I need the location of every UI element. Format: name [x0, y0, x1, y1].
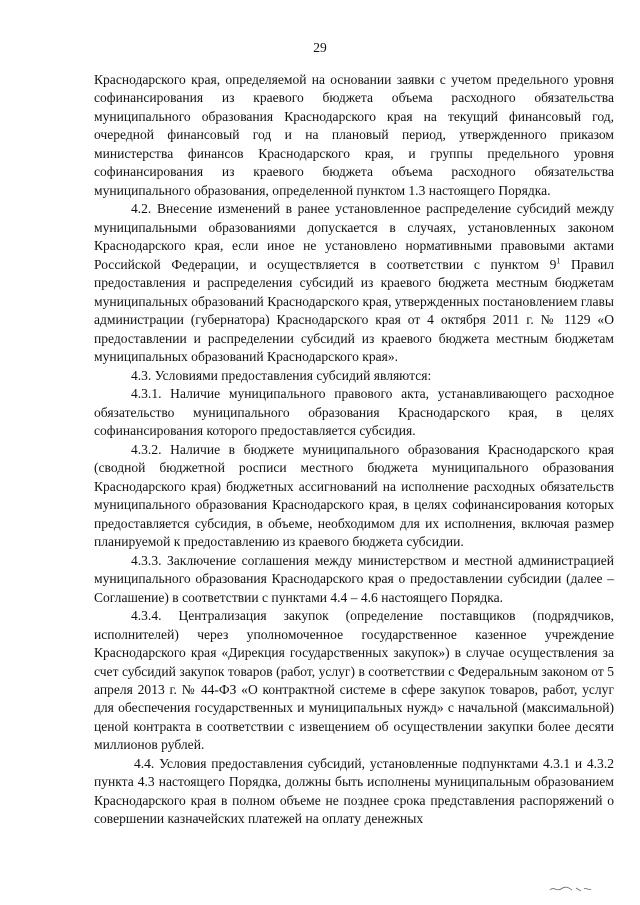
- paragraph-4-3-4: 4.3.4. Централизация закупок (определение поставщиков (подрядчиков, исполнителей) через уполномоченное государственное казенное учреждение Краснодарского края «Дирекция государственных закупок») в случае осуществления за счет субсидий закупок товаров (работ, услуг) в соответствии с Федеральным законом от 5 апреля 2013 г. № 44-ФЗ «О контрактной системе в сфере закупок товаров, работ, услуг для обеспечения государственных и муниципальных нужд» с начальной (максимальной) ценой контракта в соответствии с извещением об осуществлении закупки более десяти миллионов рублей.: [94, 608, 614, 753]
- paragraph-4-2-text-b: Правил предоставления и распределения субсидий из краевого бюджета местным бюджетам муниципальных образований Краснодарского края, утвержденных постановлением главы администрации (губернатора) Краснодарского края от 4 октября 2011 г. № 1129 «О предоставлении и распределении субсидий из краевого бюджета местным бюджетам муниципальных образований Краснодарского края».: [94, 256, 614, 365]
- paragraph-4-3-2: 4.3.2. Наличие в бюджете муниципального образования Краснодарского края (сводной бюджетной росписи местного бюджета муниципального образования Краснодарского края) бюджетных ассигнований на исполнение расходных обязательств муниципального образования Краснодарского края, в целях софинансирования которых предоставляется субсидия, в объеме, необходимом для их исполнения, включая размер планируемой к предоставлению из краевого бюджета субсидии.: [94, 441, 614, 550]
- superscript-mark: 1: [556, 256, 561, 266]
- paragraph-4-3-3: 4.3.3. Заключение соглашения между министерством и местной администрацией муниципального образования Краснодарского края о предоставлении субсидии (далее – Соглашение) в соответствии с пунктами 4.4 – 4.6 настоящего Порядка.: [94, 552, 614, 605]
- document-body: [94, 71, 614, 829]
- scan-mark-icon: [548, 884, 592, 894]
- paragraph-4-2: [94, 200, 614, 366]
- paragraph-4-2-text-a: 4.2. Внесение изменений в ранее установленное распределение субсидий между муниципальными образованиями допускается в случаях, установленных законом Краснодарского края, если иное не установлено нормативными правовыми актами Российской Федерации, и осуществляется в соответствии с пунктом 9: [94, 201, 614, 272]
- page-number: 29: [313, 40, 327, 55]
- paragraph-4-4: 4.4. Условия предоставления субсидий, установленные подпунктами 4.3.1 и 4.3.2 пункта 4.3 настоящего Порядка, должны быть исполнены муниципальным образованием Краснодарского края в полном объеме не позднее срока представления распоряжений о совершении казначейских платежей на оплату денежных: [94, 755, 614, 827]
- paragraph-4-3: 4.3. Условиями предоставления субсидий являются:: [131, 367, 432, 383]
- paragraph-continuation: Краснодарского края, определяемой на основании заявки с учетом предельного уровня софинансирования из краевого бюджета объема расходного обязательства муниципального образования Краснодарского края на текущий финансовый год, очередной финансовый год и на плановый период, утвержденного приказом министерства финансов Краснодарского края, и группы предельного уровня софинансирования из краевого бюджета объема расходного обязательства муниципального образования, определенной пунктом 1.3 настоящего Порядка.: [94, 72, 614, 198]
- paragraph-4-3-1: 4.3.1. Наличие муниципального правового акта, устанавливающего расходное обязательство муниципального образования Краснодарского края, в целях софинансирования которого предоставляется субсидия.: [94, 386, 614, 439]
